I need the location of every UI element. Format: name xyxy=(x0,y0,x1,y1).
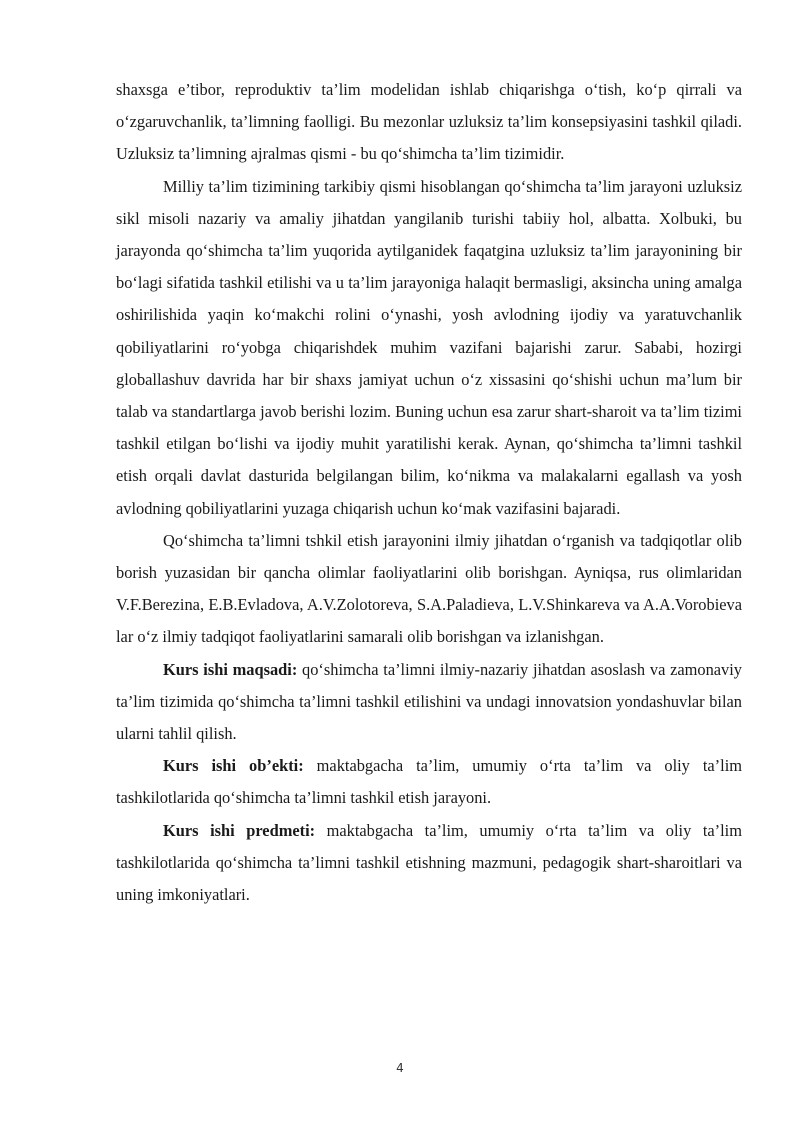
paragraph-intro-continuation: shaxsga e’tibor, reproduktiv ta’lim modelidan ishlab chiqarishga o‘tish, ko‘p qirrali va o‘zgaruvchanlik, ta’limning faolligi. Bu mezonlar uzluksiz ta’lim konsepsiyasini tashkil qiladi. Uzluksiz ta’limning ajralmas qismi - bu qo‘shimcha ta’lim tizimidir. xyxy=(116,80,742,164)
course-subject-label: Kurs ishi predmeti: xyxy=(163,820,316,840)
paragraph-course-goal xyxy=(116,654,742,751)
course-goal-label: Kurs ishi maqsadi: xyxy=(163,659,298,679)
paragraph-scholars: Qo‘shimcha ta’limni tshkil etish jarayonini ilmiy jihatdan o‘rganish va tadqiqotlar olib borish yuzasidan bir qancha olimlar faoliyatlarini olib borishgan. Ayniqsa, rus olimlaridan V.F.Berezina, E.B.Evladova, A.V.Zolotoreva, S.A.Paladieva, L.V.Shinkareva va A.A.Vorobieva lar o‘z ilmiy tadqiqot faoliyatlarini samarali olib borishgan va izlanishgan. xyxy=(116,530,742,647)
course-subject-text: maktabgacha ta’lim, umumiy o‘rta ta’lim va oliy ta’lim tashkilotlarida qo‘shimcha ta’limni tashkil etishning mazmuni, pedagogik shart-sharoitlari va uning imkoniyatlari. xyxy=(116,820,742,905)
paragraph-national-education: Milliy ta’lim tizimining tarkibiy qismi hisoblangan qo‘shimcha ta’lim jarayoni uzluksiz sikl misoli nazariy va amaliy jihatdan yangilanib turishi tabiiy hol, albatta. Xolbuki, bu jarayonda qo‘shimcha ta’lim yuqorida aytilganidek faqatgina uzluksiz ta’lim jarayonining bir bo‘lagi sifatida tashkil etilishi va u ta’lim jarayoniga halaqit bermasligi, aksincha uning amalga oshirilishida yaqin ko‘makchi rolini o‘ynashi, yosh avlodning ijodiy va yaratuvchanlik qobiliyatlarini ro‘yobga chiqarishdek muhim vazifani bajarishi zarur. Sababi, hozirgi globallashuv davrida har bir shaxs jamiyat uchun o‘z xissasini qo‘shishi uchun ma’lum bir talab va standartlarga javob berishi lozim. Buning uchun esa zarur shart-sharoit va ta’lim tizimi tashkil etilgan bo‘lishi va ijodiy muhit yaratilishi kerak. Aynan, qo‘shimcha ta’limni tashkil etish orqali davlat dasturida belgilangan bilim, ko‘nikma va malakalarni egallash va yosh avlodning qobiliyatlarini yuzaga chiqarish uchun ko‘mak vazifasini bajaradi. xyxy=(116,176,742,518)
course-object-text: maktabgacha ta’lim, umumiy o‘rta ta’lim va oliy ta’lim tashkilotlarida qo‘shimcha ta’limni tashkil etish jarayoni. xyxy=(116,756,742,808)
course-object-label: Kurs ishi ob’ekti: xyxy=(163,756,304,776)
page-number: 4 xyxy=(396,1061,404,1075)
course-goal-text: qo‘shimcha ta’limni ilmiy-nazariy jihatdan asoslash va zamonaviy ta’lim tizimida qo‘shimcha ta’limni tashkil etilishini va undagi innovatsion yondashuvlar bilan ularni tahlil qilish. xyxy=(116,659,743,744)
paragraph-course-object xyxy=(116,750,742,814)
document-page xyxy=(116,74,742,911)
paragraph-course-subject xyxy=(116,815,742,912)
